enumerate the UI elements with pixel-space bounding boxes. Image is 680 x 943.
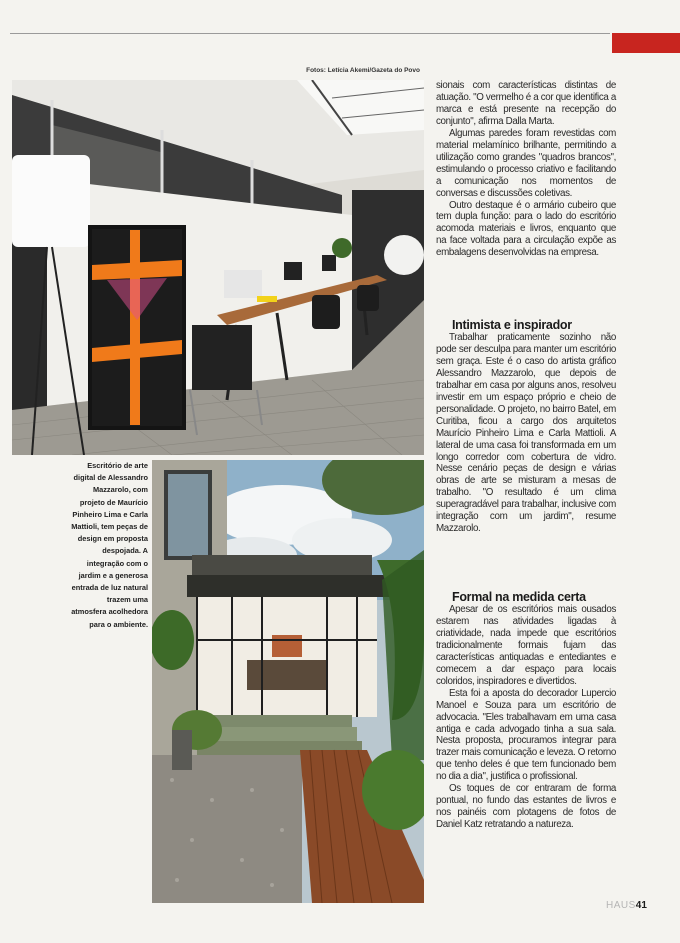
paragraph: Algumas paredes foram revestidas com material melamínico brilhante, permitindo a utilização como grandes "quadros brancos", estimulando o processo criativo e facilitando a comunicação nos momentos de conversas e discussões coletivas. (436, 127, 616, 199)
subheading: Formal na medida certa (452, 590, 586, 604)
top-rule (10, 33, 610, 34)
photo-credit: Fotos: Letícia Akemi/Gazeta do Povo (306, 67, 420, 74)
garden-entrance-photo (152, 460, 424, 903)
paragraph: Esta foi a aposta do decorador Lupercio Manoel e Souza para um escritório de advocacia. "Eles trabalhavam em uma casa antiga e cada advogado tinha a sua sala. Nesta proposta, procuramos integrar para trazer mais comunicação e leveza. O retorno que tenho deles é que tem funcionado bem no dia a dia", justifica o profissional. (436, 687, 616, 783)
subheading: Intimista e inspirador (452, 318, 572, 332)
section-color-tab (612, 33, 680, 53)
page-folio (606, 900, 647, 911)
paragraph: Os toques de cor entraram de forma pontual, no fundo das estantes de livros e nos painéis com plotagens de fotos de Daniel Katz retratando a natureza. (436, 783, 616, 831)
photo-caption: Escritório de arte digital de Alessandro Mazzarolo, com projeto de Maurício Pinheiro Lima e Carla Mattioli, tem peças de design em proposta despojada. A integração com o jardim e a generosa entrada de luz natural trazem uma atmosfera acolhedora para o ambiente. (71, 461, 148, 629)
page-number: 41 (635, 900, 647, 911)
office-interior-photo (12, 80, 424, 455)
article-column (436, 80, 616, 259)
magazine-name: HAUS (606, 900, 636, 911)
paragraph: Apesar de os escritórios mais ousados estarem nas atividades ligadas à criatividade, nada impede que escritórios tradicionalmente formais fujam das características antiquadas e entediantes e comecem a dar espaço para locais coloridos, inspiradores e divertidos. (436, 604, 616, 687)
article-column (436, 318, 616, 535)
article-column (436, 590, 616, 831)
paragraph: Trabalhar praticamente sozinho não pode ser desculpa para manter um escritório sem graça. Este é o caso do artista gráfico Alessandro Mazzarolo, que depois de trabalhar em casa por alguns anos, resolveu investir em um espaço próprio e cheio de personalidade. O projeto, no bairro Batel, em Curitiba, ficou a cargo dos arquitetos Maurício Pinheiro Lima e Carla Mattioli. A lateral de uma casa foi transformada em um longo corredor com cobertura de vidro. Nesse cenário peças de design e várias obras de arte se misturam a mesas de trabalho. "O resultado é um clima superagradável para trabalhar, inclusive com integração com um jardim", resume Mazzarolo. (436, 332, 616, 535)
paragraph: sionais com características distintas de atuação. "O vermelho é a cor que identifica a marca e está presente na recepção do conjunto", afirma Dalla Marta. (436, 80, 616, 127)
paragraph: Outro destaque é o armário cubeiro que tem dupla função: para o lado do escritório acomoda materiais e livros, enquanto que na face voltada para a circulação expõe as embalagens desenvolvidas na empresa. (436, 199, 616, 259)
